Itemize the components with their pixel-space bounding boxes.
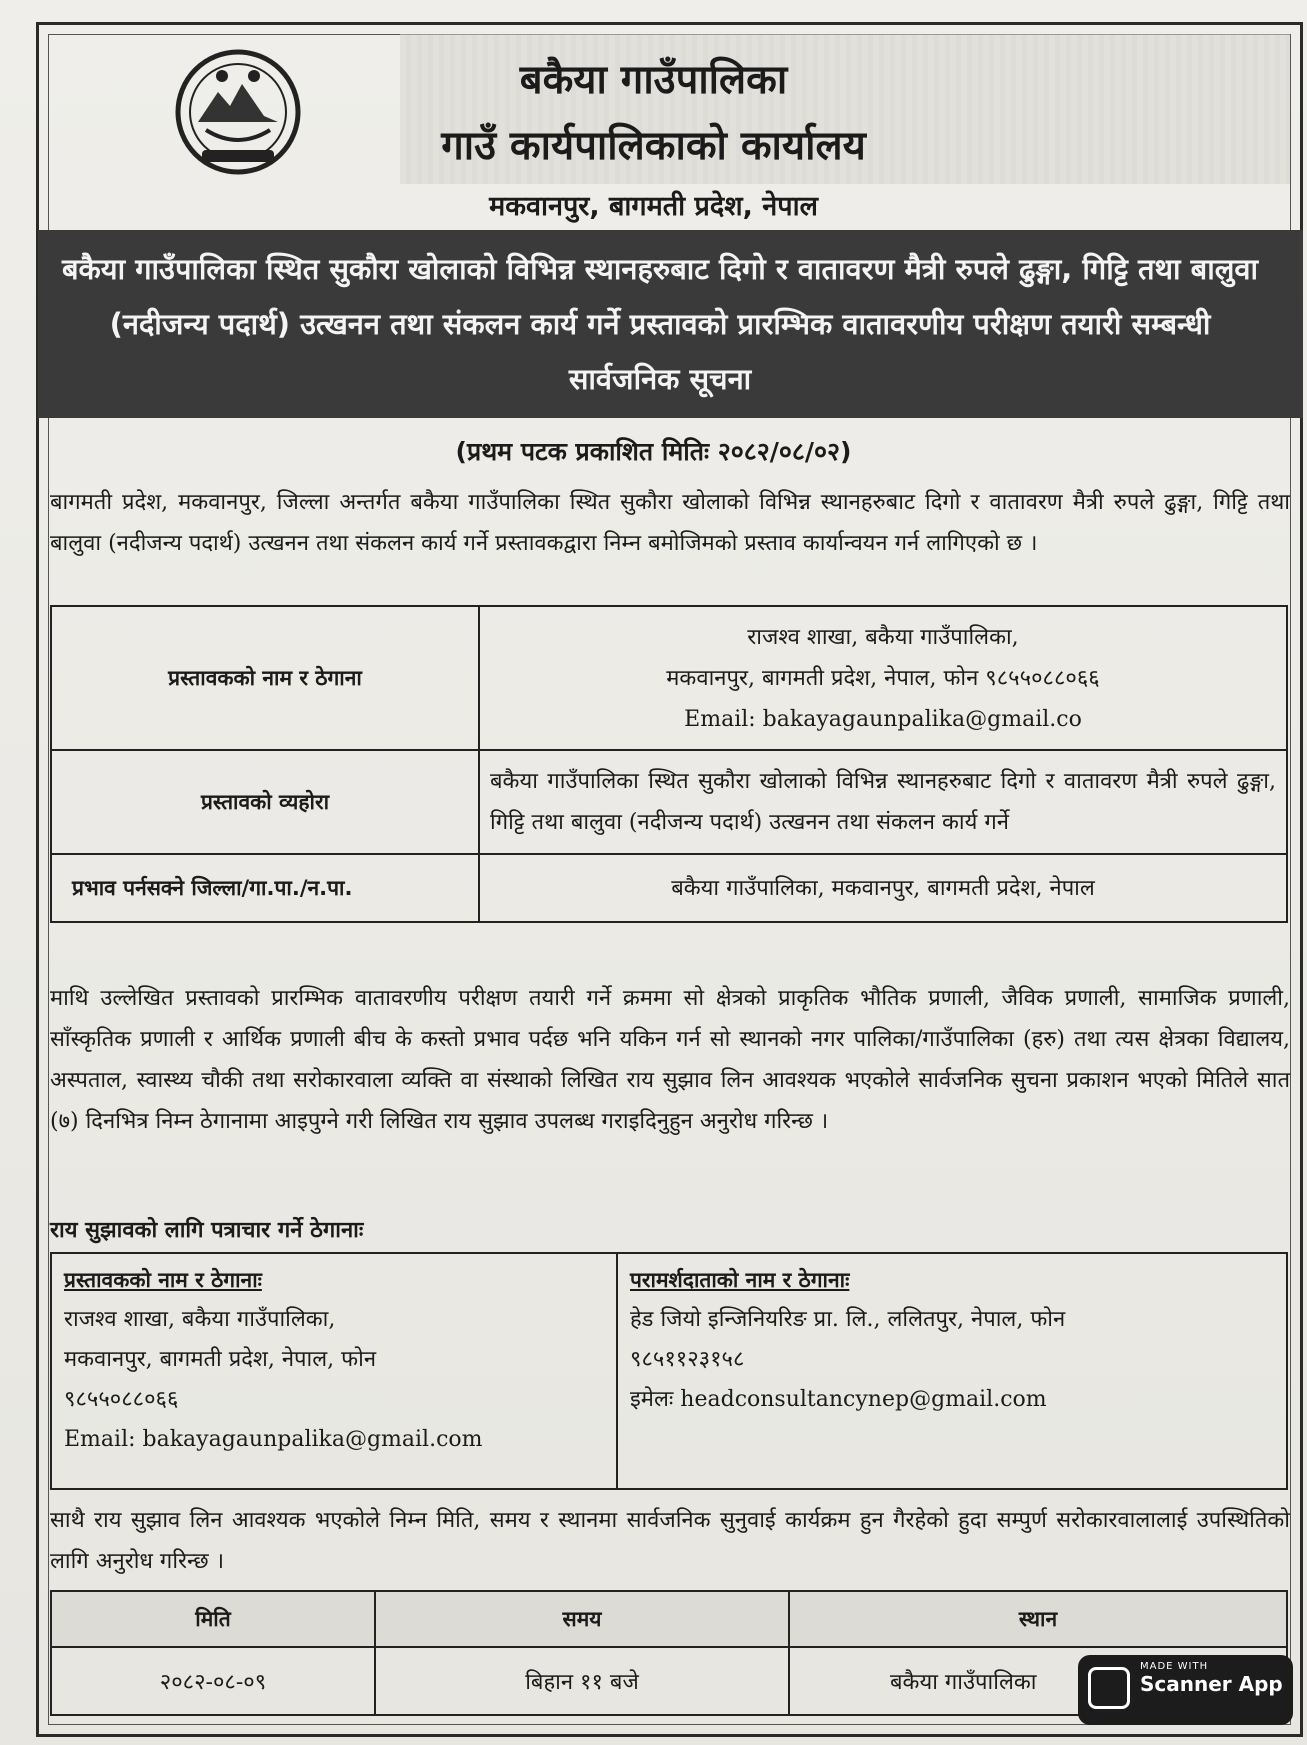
table-row [51,1253,1287,1489]
table-row [51,750,1287,854]
proposer-address-cell [51,1253,617,1489]
request-paragraph: माथि उल्लेखित प्रस्तावको प्रारम्भिक वातावरणीय परीक्षण तयारी गर्ने क्रममा सो क्षेत्रको प्राकृतिक भौतिक प्रणाली, जैविक प्रणाली, सामाजिक प्रणाली, साँस्कृतिक प्रणाली र आर्थिक प्रणाली बीच के कस्तो प्रभाव पर्दछ भनि यकिन गर्न सो स्थानको नगर पालिका/गाउँपालिका (हरु) तथा त्यस क्षेत्रका विद्यालय, अस्पताल, स्वास्थ्य चौकी तथा सरोकारवाला व्यक्ति वा संस्थाको लिखित राय सुझाव लिन आवश्यक भएकोले सार्वजनिक सुचना प्रकाशन भएको मितिले सात (७) दिनभित्र निम्न ठेगानामा आइपुग्ने गरी लिखित राय सुझाव उपलब्ध गराइदिनुहुन अनुरोध गरिन्छ । [50,986,1290,1134]
proposer-value [479,606,1287,750]
proposer-address-line: मकवानपुर, बागमती प्रदेश, नेपाल, फोन [64,1347,377,1372]
notice-title: बकैया गाउँपालिका स्थित सुकौरा खोलाको विभिन्न स्थानहरुबाट दिगो र वातावरण मैत्री रुपले ढुङ्गा, गिट्टि तथा बालुवा (नदीजन्य पदार्थ) उत्खनन तथा संकलन कार्य गर्ने प्रस्तावको प्रारम्भिक वातावरणीय परीक्षण तयारी सम्बन्धी सार्वजनिक सूचना [61,252,1259,396]
publication-date: (प्रथम पटक प्रकाशित मितिः २०८२/०८/०२) [455,437,852,466]
proposer-line: मकवानपुर, बागमती प्रदेश, नेपाल, फोन ९८५५०८८०६६ [666,665,1100,691]
office-name: गाउँ कार्यपालिकाको कार्यालय [441,123,866,169]
proposer-address-title: प्रस्तावकको नाम र ठेगानाः [64,1268,262,1292]
table-row [51,606,1287,750]
subject-value: बकैया गाउँपालिका स्थित सुकौरा खोलाको विभिन्न स्थानहरुबाट दिगो र वातावरण मैत्री रुपले ढुङ्गा, गिट्टि तथा बालुवा (नदीजन्य पदार्थ) उत्खनन तथा संकलन कार्य गर्ने [479,750,1287,854]
proposal-details-table [50,605,1288,923]
time-header: समय [375,1591,789,1647]
affected-area-label: प्रभाव पर्नसक्ने जिल्ला/गा.पा./न.पा. [51,854,479,922]
office-address: मकवानपुर, बागमती प्रदेश, नेपाल [489,191,818,222]
date-header: मिति [51,1591,375,1647]
consultant-address-title: परामर्शदाताको नाम र ठेगानाः [630,1268,850,1292]
municipality-name: बकैया गाउँपालिका [519,57,788,103]
hearing-venue: बकैया गाउँपालिका [789,1647,1287,1715]
table-header-row [51,1591,1287,1647]
hearing-paragraph: साथै राय सुझाव लिन आवश्यक भएकोले निम्न मिति, समय र स्थानमा सार्वजनिक सुनुवाई कार्यक्रम हुन गैरहेको हुदा सम्पुर्ण सरोकारवालालाई उपस्थितिको लागि अनुरोध गरिन्छ । [50,1508,1290,1574]
table-row [51,854,1287,922]
proposer-email: Email: bakayagaunpalika@gmail.co [684,706,1082,732]
affected-area-value: बकैया गाउँपालिका, मकवानपुर, बागमती प्रदेश, नेपाल [479,854,1287,922]
hearing-time: बिहान ११ बजे [375,1647,789,1715]
scanner-app-watermark [1078,1655,1293,1725]
watermark-made-with: MADE WITH [1140,1661,1209,1672]
watermark-app-name: Scanner App [1140,1672,1283,1696]
consultant-email: इमेलः headconsultancynep@gmail.com [630,1387,1047,1412]
correspondence-table [50,1252,1288,1490]
consultant-phone: ९८५११२३१५८ [630,1347,745,1372]
scanner-app-icon [1088,1667,1130,1709]
venue-header: स्थान [789,1591,1287,1647]
consultant-address-cell [617,1253,1287,1489]
proposer-label: प्रस्तावकको नाम र ठेगाना [51,606,479,750]
consultant-address-line: हेड जियो इन्जिनियरिङ प्रा. लि., ललितपुर, नेपाल, फोन [630,1307,1066,1332]
hearing-date: २०८२-०८-०९ [51,1647,375,1715]
proposer-address-line: राजश्व शाखा, बकैया गाउँपालिका, [64,1307,336,1332]
proposer-phone: ९८५५०८८०६६ [64,1387,179,1412]
intro-paragraph: बागमती प्रदेश, मकवानपुर, जिल्ला अन्तर्गत बकैया गाउँपालिका स्थित सुकौरा खोलाको विभिन्न स्थानहरुबाट दिगो र वातावरण मैत्री रुपले ढुङ्गा, गिट्टि तथा बालुवा (नदीजन्य पदार्थ) उत्खनन तथा संकलन कार्य गर्ने प्रस्तावकद्वारा निम्न बमोजिमको प्रस्ताव कार्यान्वयन गर्न लागिएको छ । [50,490,1290,556]
subject-label: प्रस्तावको व्यहोरा [51,750,479,854]
proposer-line: राजश्व शाखा, बकैया गाउँपालिका, [747,624,1019,650]
proposer-email: Email: bakayagaunpalika@gmail.com [64,1427,483,1452]
correspondence-heading: राय सुझावको लागि पत्राचार गर्ने ठेगानाः [50,1218,364,1243]
